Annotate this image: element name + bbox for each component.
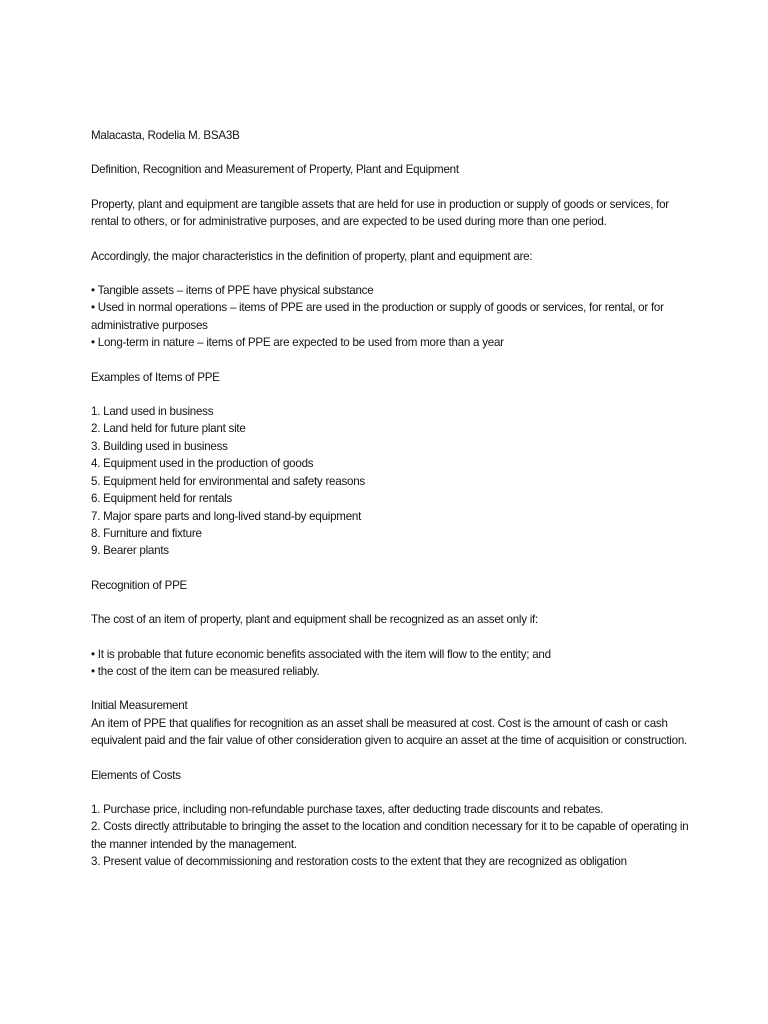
elements-list	[91, 801, 691, 871]
characteristics-intro: Accordingly, the major characteristics in the definition of property, plant and equipment are:	[91, 249, 533, 263]
document-body	[91, 127, 691, 888]
list-item: • Tangible assets – items of PPE have physical substance	[91, 284, 374, 298]
list-item: 3. Present value of decommissioning and restoration costs to the extent that they are recognized as obligation	[91, 855, 627, 869]
list-item: 5. Equipment held for environmental and safety reasons	[91, 474, 365, 488]
list-item: 4. Equipment used in the production of goods	[91, 457, 314, 471]
list-item: 1. Land used in business	[91, 405, 214, 419]
initial-measurement-heading: Initial Measurement	[91, 699, 188, 713]
list-item: 6. Equipment held for rentals	[91, 492, 232, 506]
recognition-heading: Recognition of PPE	[91, 578, 188, 592]
document-title: Definition, Recognition and Measurement of Property, Plant and Equipment	[91, 163, 459, 177]
characteristics-list	[91, 282, 691, 352]
list-item: 3. Building used in business	[91, 439, 228, 453]
author-line: Malacasta, Rodelia M. BSA3B	[91, 129, 240, 142]
list-item: 2. Land held for future plant site	[91, 422, 246, 436]
list-item: 2. Costs directly attributable to bringing the asset to the location and condition necessary for it to be capable of operating in the manner intended by the management.	[91, 820, 689, 851]
list-item: • Long-term in nature – items of PPE are expected to be used from more than a year	[91, 336, 504, 350]
definition-paragraph: Property, plant and equipment are tangible assets that are held for use in production or supply of goods or services, for rental to others, or for administrative purposes, and are expected to be used during more than one period.	[91, 197, 669, 229]
elements-heading: Elements of Costs	[91, 768, 181, 782]
recognition-intro: The cost of an item of property, plant and equipment shall be recognized as an asset only if:	[91, 613, 538, 627]
examples-list	[91, 403, 691, 560]
list-item: 1. Purchase price, including non-refundable purchase taxes, after deducting trade discounts and rebates.	[91, 802, 604, 816]
list-item: • It is probable that future economic benefits associated with the item will flow to the entity; and	[91, 647, 551, 661]
list-item: 7. Major spare parts and long-lived stand-by equipment	[91, 509, 362, 523]
list-item: • the cost of the item can be measured reliably.	[91, 664, 320, 678]
list-item: • Used in normal operations – items of PPE are used in the production or supply of goods or services, for rental, or for administrative purposes	[91, 301, 664, 332]
list-item: 9. Bearer plants	[91, 544, 169, 558]
list-item: 8. Furniture and fixture	[91, 526, 202, 540]
recognition-conditions-list	[91, 646, 691, 681]
examples-heading: Examples of Items of PPE	[91, 370, 220, 384]
initial-measurement-text: An item of PPE that qualifies for recognition as an asset shall be measured at cost. Cost is the amount of cash or cash equivalent paid and the fair value of other consideration given to acquire an asset at the time of acquisition or construction.	[91, 716, 687, 748]
